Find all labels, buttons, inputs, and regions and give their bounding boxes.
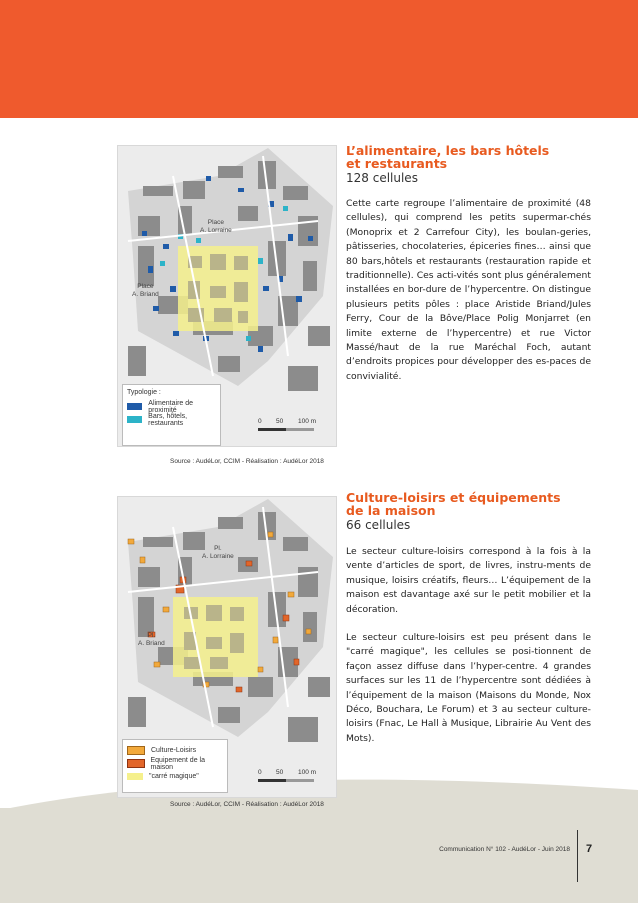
map2-legend-home-label: Equipement de la maison xyxy=(150,756,205,771)
map1-label-briand-line1: Place xyxy=(137,283,154,290)
header-banner xyxy=(0,0,638,118)
section2-count: 66 cellules xyxy=(346,518,411,532)
culture-swatch-icon xyxy=(127,746,145,755)
map1-scale-0: 0 xyxy=(258,418,262,425)
map2-legend-culture-label: Culture-Loisirs xyxy=(151,747,197,754)
footer-publication: Communication N° 102 - AudéLor - Juin 2018 xyxy=(439,846,570,853)
map1-legend xyxy=(122,384,221,446)
map1-legend-item-bars xyxy=(127,413,220,426)
map1-scale-50: 50 xyxy=(276,418,284,425)
section2-title xyxy=(346,491,591,517)
section1-title xyxy=(346,144,591,170)
map1-label-place-briand xyxy=(132,283,159,299)
map2-scale-line xyxy=(258,779,314,782)
section1-count: 128 cellules xyxy=(346,171,418,185)
footer-band xyxy=(0,808,638,903)
map2-label-place-briand xyxy=(138,632,165,648)
map2-label-briand-line1: Pl. xyxy=(147,632,156,639)
map-food-bars xyxy=(117,145,337,447)
section2-paragraph-2: Le secteur culture-loisirs est peu présent dans le "carré magique", les cellules se posi-tionnent de façon assez diffuse dans l’hyper-centre. 4 grandes surfaces sur les 11 de l’hypercentre sont dédiées à l’équipement de la maison (Maisons du Monde, Nox Déco, Bouchara, Le Forum) et 3 au secteur culture-loisirs (Fnac, Le Hall à Musique, Librairie Au Vent des Mots). xyxy=(346,632,591,744)
page-number: 7 xyxy=(586,843,593,855)
map1-label-lorraine-line2: A. Lorraine xyxy=(200,227,232,234)
map2-legend-item-culture xyxy=(127,744,227,757)
section1-title-line2: et restaurants xyxy=(346,156,448,171)
map2-legend-item-magic xyxy=(127,770,227,783)
map1-label-briand-line2: A. Briand xyxy=(132,291,159,298)
map1-label-place-lorraine xyxy=(200,219,232,235)
map2-scale-100: 100 m xyxy=(298,769,317,776)
section2-title-line1: Culture-loisirs et équipements xyxy=(346,490,561,505)
map1-scale-100: 100 m xyxy=(298,418,317,425)
map2-legend-item-home xyxy=(127,757,227,770)
map2-label-briand-line2: A. Briand xyxy=(138,640,165,647)
map1-label-lorraine-line1: Place xyxy=(207,219,225,226)
map1-legend-food-label: Alimentaire de proximité xyxy=(148,399,194,414)
magic-square-swatch-icon xyxy=(127,773,143,780)
section2-title-line2: de la maison xyxy=(346,503,436,518)
map2-label-lorraine-line1: Pl. xyxy=(214,545,222,552)
map1-legend-bars-label: Bars, hôtels, restaurants xyxy=(148,412,188,427)
bars-swatch-icon xyxy=(127,416,142,423)
map2-scale-50: 50 xyxy=(276,769,284,776)
home-swatch-icon xyxy=(127,759,145,768)
section2-paragraph-1: Le secteur culture-loisirs correspond à la fois à la vente d’articles de sport, de livres, instru-ments de musique, loisirs créatifs, fleurs… L’équipement de la maison est davantage axé sur le petit mobilier et la décoration. xyxy=(346,546,591,615)
map1-source: Source : AudéLor, CCIM - Réalisation : AudéLor 2018 xyxy=(170,458,324,465)
map2-source: Source : AudéLor, CCIM - Réalisation : AudéLor 2018 xyxy=(170,801,324,808)
map2-label-place-lorraine xyxy=(202,545,234,561)
map1-legend-item-food xyxy=(127,400,220,413)
section1-body: Cette carte regroupe l’alimentaire de proximité (48 cellules), qui comprend les petits supermar-chés (Monoprix et 2 Carrefour City), les boulan-geries, pâtisseries, chocolateries, épiceries fines… ainsi que 80 bars,hôtels et restaurants (restauration rapide et traditionnelle). Ces acti-vités sont plus généralement installées en bor-dure de l’hypercentre. On distingue plusieurs petits pôles : place Aristide Briand/Jules Ferry, Cour de la Bôve/Place Polig Monjarret (en limite externe de l’hypercentre) et rue Victor Massé/haut de la rue Maréchal Foch, autant d’endroits propices pour développer des es-paces de convivialité. xyxy=(346,198,591,382)
footer-divider xyxy=(577,830,578,882)
map2-scale-0: 0 xyxy=(258,769,262,776)
map2-legend-magic-label: "carré magique" xyxy=(149,773,199,780)
map1-scale-line xyxy=(258,428,314,431)
map1-legend-title: Typologie : xyxy=(127,389,161,396)
section2-body xyxy=(346,545,591,760)
map2-legend xyxy=(122,739,228,793)
food-swatch-icon xyxy=(127,403,142,410)
map2-label-lorraine-line2: A. Lorraine xyxy=(202,553,234,560)
map-culture-home xyxy=(117,496,337,798)
section1-title-line1: L’alimentaire, les bars hôtels xyxy=(346,143,550,158)
